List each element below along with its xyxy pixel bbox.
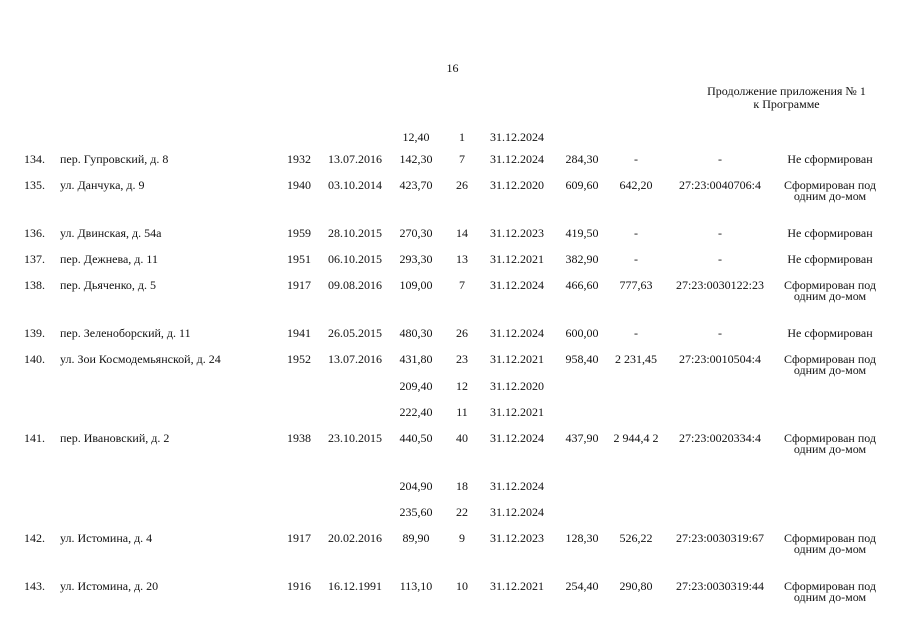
address-cell: пер. Дьяченко, д. 5 [60, 278, 157, 292]
status-cell: Не сформирован [787, 326, 873, 340]
land-area-cell: 642,20 [619, 178, 653, 192]
table-row [24, 376, 882, 402]
total-area-cell: 128,30 [565, 531, 599, 545]
row-number [24, 476, 60, 502]
date-cell [322, 502, 388, 528]
residents-cell: 13 [456, 252, 468, 266]
resettle-date-cell: 31.12.2024 [490, 278, 544, 292]
land-area-cell [610, 127, 662, 149]
total-area-cell [554, 502, 610, 528]
year-cell: 1959 [287, 226, 311, 240]
cadastre-cell: - [718, 326, 722, 340]
area-cell: 109,00 [399, 278, 433, 292]
land-area-cell [610, 376, 662, 402]
land-area-cell [610, 402, 662, 428]
year-cell [276, 476, 322, 502]
status-cell: Не сформирован [787, 152, 873, 166]
total-area-cell: 437,90 [565, 431, 599, 445]
year-cell: 1940 [287, 178, 311, 192]
row-number: 140. [24, 352, 45, 366]
address-cell: ул. Данчука, д. 9 [60, 178, 145, 192]
year-cell [276, 376, 322, 402]
date-cell: 06.10.2015 [328, 252, 382, 266]
residents-cell: 18 [456, 479, 468, 493]
cadastre-cell: 27:23:0030319:44 [675, 579, 764, 593]
row-number: 136. [24, 226, 45, 240]
area-cell: 222,40 [399, 405, 433, 419]
table-row [24, 149, 882, 175]
housing-table [24, 127, 882, 624]
year-cell: 1938 [287, 431, 311, 445]
date-cell: 03.10.2014 [328, 178, 382, 192]
residents-cell: 1 [459, 130, 465, 144]
row-number: 135. [24, 178, 45, 192]
table-row [24, 476, 882, 502]
residents-cell: 26 [456, 178, 468, 192]
resettle-date-cell: 31.12.2021 [490, 252, 544, 266]
land-area-cell: - [634, 226, 638, 240]
row-number: 137. [24, 252, 45, 266]
residents-cell: 11 [456, 405, 468, 419]
table-row [24, 249, 882, 275]
residents-cell: 26 [456, 326, 468, 340]
total-area-cell: 254,40 [565, 579, 599, 593]
date-cell [322, 476, 388, 502]
date-cell: 28.10.2015 [328, 226, 382, 240]
cadastre-cell: 27:23:0010504:4 [678, 352, 761, 366]
year-cell: 1917 [287, 531, 311, 545]
resettle-date-cell: 31.12.2023 [490, 226, 544, 240]
year-cell: 1916 [287, 579, 311, 593]
resettle-date-cell: 31.12.2023 [490, 531, 544, 545]
resettle-date-cell: 31.12.2021 [490, 579, 544, 593]
total-area-cell: 382,90 [565, 252, 599, 266]
land-area-cell: - [634, 252, 638, 266]
resettle-date-cell: 31.12.2024 [490, 152, 544, 166]
address-cell: ул. Истомина, д. 4 [60, 531, 153, 545]
year-cell [276, 502, 322, 528]
total-area-cell [554, 476, 610, 502]
row-number [24, 502, 60, 528]
area-cell: 12,40 [402, 130, 430, 144]
land-area-cell: 2 944,4 2 [613, 431, 659, 445]
resettle-date-cell: 31.12.2024 [490, 431, 544, 445]
land-area-cell: - [634, 326, 638, 340]
land-area-cell [610, 476, 662, 502]
year-cell: 1917 [287, 278, 311, 292]
status-cell: Не сформирован [787, 226, 873, 240]
appendix-heading [690, 85, 883, 111]
cadastre-cell [662, 476, 778, 502]
date-cell: 13.07.2016 [328, 352, 382, 366]
resettle-date-cell: 31.12.2024 [490, 326, 544, 340]
address-cell [60, 127, 276, 149]
cadastre-cell [662, 127, 778, 149]
area-cell: 423,70 [399, 178, 433, 192]
area-cell: 431,80 [399, 352, 433, 366]
row-number: 139. [24, 326, 45, 340]
cadastre-cell [662, 376, 778, 402]
table-row [24, 175, 882, 223]
total-area-cell: 958,40 [565, 352, 599, 366]
land-area-cell: 526,22 [619, 531, 653, 545]
total-area-cell [554, 127, 610, 149]
status-cell [778, 476, 882, 502]
area-cell: 89,90 [402, 531, 430, 545]
row-number [24, 127, 60, 149]
table-row [24, 428, 882, 476]
area-cell: 480,30 [399, 326, 433, 340]
area-cell: 209,40 [399, 379, 433, 393]
cadastre-cell: - [718, 152, 722, 166]
table-row [24, 323, 882, 349]
date-cell: 20.02.2016 [328, 531, 382, 545]
table-row [24, 528, 882, 576]
address-cell [60, 502, 276, 528]
table-row [24, 502, 882, 528]
residents-cell: 12 [456, 379, 468, 393]
residents-cell: 23 [456, 352, 468, 366]
date-cell [322, 402, 388, 428]
table-row [24, 576, 882, 624]
status-cell: Сформирован под одним до-мом [783, 352, 877, 377]
cadastre-cell: 27:23:0020334:4 [678, 431, 761, 445]
row-number: 143. [24, 579, 45, 593]
land-area-cell [610, 502, 662, 528]
date-cell: 09.08.2016 [328, 278, 382, 292]
address-cell: ул. Двинская, д. 54а [60, 226, 162, 240]
residents-cell: 9 [459, 531, 465, 545]
total-area-cell [554, 402, 610, 428]
address-cell: ул. Истомина, д. 20 [60, 579, 159, 593]
appendix-heading-line1: Продолжение приложения № 1 [707, 84, 866, 98]
year-cell: 1941 [287, 326, 311, 340]
area-cell: 235,60 [399, 505, 433, 519]
table-row [24, 127, 882, 149]
address-cell: пер. Дежнева, д. 11 [60, 252, 158, 266]
area-cell: 142,30 [399, 152, 433, 166]
date-cell: 16.12.1991 [328, 579, 382, 593]
date-cell: 26.05.2015 [328, 326, 382, 340]
address-cell [60, 476, 276, 502]
status-cell [778, 502, 882, 528]
status-cell: Сформирован под одним до-мом [783, 178, 877, 203]
resettle-date-cell: 31.12.2024 [490, 505, 544, 519]
residents-cell: 40 [456, 431, 468, 445]
land-area-cell: - [634, 152, 638, 166]
row-number: 134. [24, 152, 45, 166]
year-cell: 1932 [287, 152, 311, 166]
date-cell: 13.07.2016 [328, 152, 382, 166]
area-cell: 204,90 [399, 479, 433, 493]
table-row [24, 275, 882, 323]
year-cell [276, 127, 322, 149]
total-area-cell: 284,30 [565, 152, 599, 166]
address-cell [60, 402, 276, 428]
status-cell: Сформирован под одним до-мом [783, 278, 877, 303]
address-cell: ул. Зои Космодемьянской, д. 24 [60, 352, 221, 366]
status-cell: Сформирован под одним до-мом [783, 531, 877, 556]
area-cell: 293,30 [399, 252, 433, 266]
address-cell: пер. Зеленоборский, д. 11 [60, 326, 191, 340]
residents-cell: 7 [459, 278, 465, 292]
status-cell: Сформирован под одним до-мом [783, 579, 877, 604]
total-area-cell: 609,60 [565, 178, 599, 192]
status-cell [778, 402, 882, 428]
date-cell [322, 127, 388, 149]
cadastre-cell: - [718, 252, 722, 266]
residents-cell: 22 [456, 505, 468, 519]
row-number: 141. [24, 431, 45, 445]
table-body [24, 127, 882, 624]
land-area-cell: 290,80 [619, 579, 653, 593]
row-number: 142. [24, 531, 45, 545]
address-cell: пер. Гупровский, д. 8 [60, 152, 169, 166]
resettle-date-cell: 31.12.2021 [490, 405, 544, 419]
status-cell: Не сформирован [787, 252, 873, 266]
resettle-date-cell: 31.12.2024 [490, 130, 544, 144]
table-row [24, 223, 882, 249]
address-cell: пер. Ивановский, д. 2 [60, 431, 170, 445]
table-row [24, 402, 882, 428]
total-area-cell: 466,60 [565, 278, 599, 292]
year-cell: 1952 [287, 352, 311, 366]
residents-cell: 14 [456, 226, 468, 240]
row-number [24, 376, 60, 402]
status-cell [778, 127, 882, 149]
status-cell: Сформирован под одним до-мом [783, 431, 877, 456]
date-cell: 23.10.2015 [328, 431, 382, 445]
cadastre-cell: 27:23:0040706:4 [678, 178, 761, 192]
year-cell: 1951 [287, 252, 311, 266]
area-cell: 270,30 [399, 226, 433, 240]
residents-cell: 7 [459, 152, 465, 166]
resettle-date-cell: 31.12.2021 [490, 352, 544, 366]
land-area-cell: 777,63 [619, 278, 653, 292]
resettle-date-cell: 31.12.2024 [490, 479, 544, 493]
resettle-date-cell: 31.12.2020 [490, 379, 544, 393]
cadastre-cell [662, 502, 778, 528]
area-cell: 440,50 [399, 431, 433, 445]
row-number [24, 402, 60, 428]
page-number: 16 [446, 61, 459, 75]
status-cell [778, 376, 882, 402]
year-cell [276, 402, 322, 428]
cadastre-cell: - [718, 226, 722, 240]
cadastre-cell: 27:23:0030319:67 [675, 531, 764, 545]
cadastre-cell: 27:23:0030122:23 [675, 278, 764, 292]
total-area-cell [554, 376, 610, 402]
table-row [24, 349, 882, 376]
land-area-cell: 2 231,45 [615, 352, 657, 366]
address-cell [60, 376, 276, 402]
appendix-heading-line2: к Программе [753, 97, 820, 111]
total-area-cell: 419,50 [565, 226, 599, 240]
area-cell: 113,10 [399, 579, 433, 593]
resettle-date-cell: 31.12.2020 [490, 178, 544, 192]
cadastre-cell [662, 402, 778, 428]
row-number: 138. [24, 278, 45, 292]
residents-cell: 10 [456, 579, 468, 593]
total-area-cell: 600,00 [565, 326, 599, 340]
date-cell [322, 376, 388, 402]
